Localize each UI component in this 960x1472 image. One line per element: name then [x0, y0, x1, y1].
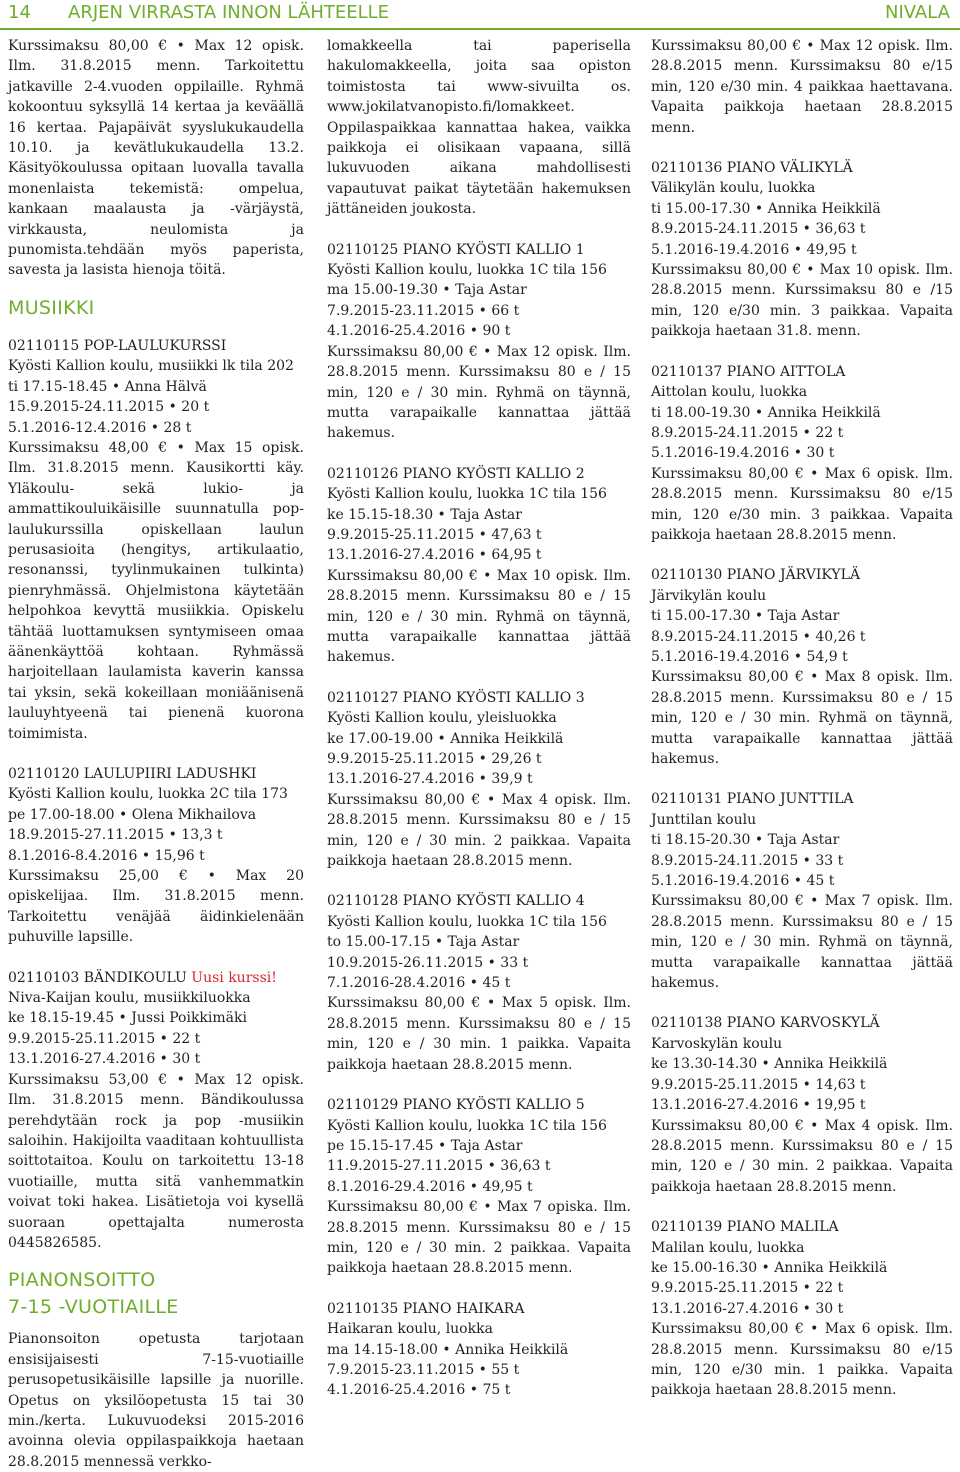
course-text: Kurssimaksu 48,00 € • Max 15 opisk. Ilm. 31.8.2015 menn. Kausikortti käy. Yläkoulu- sekä lukio- ja ammattikouluikäisille suunnatulla pop-laulukurssilla opiskellaan laulun perusasioita (hengitys, artikulaatio, resonanssi, tyylinmukainen tulkinta) pienryhmässä. Ohjelmistona käytetään helpohkoa kevyttä musiikkia. Opiskelu tähtää luottamuksen syntymiseen omaa äänenkäyttöä kohtaan. Ryhmässä harjoitellaan laulamista kaverin kanssa tai yksin, sekä kokeillaan moniäänisenä lauluyhtyeenä tai pienenä kuorona toimimista.: [8, 439, 304, 742]
course-time: pe 15.15-17.45 • Taja Astar: [327, 1137, 523, 1154]
course-text: Kurssimaksu 80,00 € • Max 7 opisk. Ilm. 28.8.2015 menn. Kurssimaksu 80 e / 15 min, 120 e / 30 min. Ryhmä on täynnä, mutta varapaikalle kannattaa jättää hakemus.: [651, 893, 953, 992]
course-block: [327, 464, 631, 668]
course-place: Haikaran koulu, luokka: [327, 1321, 493, 1338]
course-autumn: 9.9.2015-25.11.2015 • 29,26 t: [327, 751, 542, 767]
course-text: Kurssimaksu 25,00 € • Max 20 opiskelijaa. Ilm. 31.8.2015 menn. Tarkoitettu venäjää äidinkielenään puhuville lapsille.: [8, 868, 304, 946]
course-title: 02110127 PIANO KYÖSTI KALLIO 3: [327, 689, 585, 706]
course-title: 02110138 PIANO KARVOSKYLÄ: [651, 1015, 880, 1032]
course-place: Junttilan koulu: [651, 811, 757, 828]
section-title-line-1: PIANONSOITTO: [8, 1269, 156, 1292]
course-text: Kurssimaksu 80,00 € • Max 12 opisk. Ilm. 28.8.2015 menn. Kurssimaksu 80 e / 15 min, 120 e / 30 min. Ryhmä on täynnä, mutta varapaikalle kannattaa jättää hakemus.: [327, 343, 631, 442]
course-spring: 13.1.2016-27.4.2016 • 64,95 t: [327, 547, 542, 564]
course-spring: 13.1.2016-27.4.2016 • 19,95 t: [651, 1097, 866, 1114]
course-place: Kyösti Kallion koulu, luokka 1C tila 156: [327, 262, 607, 279]
course-text: Kurssimaksu 80,00 € • Max 8 opisk. Ilm. 28.8.2015 menn. Kurssimaksu 80 e / 15 min, 120 e / 30 min. Ryhmä on täynnä, mutta varapaikalle kannattaa jättää hakemus.: [651, 669, 953, 767]
course-spring: 5.1.2016-19.4.2016 • 30 t: [651, 445, 835, 462]
course-text: Kurssimaksu 80,00 € • Max 10 opisk. Ilm. 28.8.2015 menn. Kurssimaksu 80 e /15 min, 120 e/30 min. 3 paikkaa. Vapaita paikkoja haetaan 31.8. menn.: [651, 262, 953, 340]
course-place: Karvoskylän koulu: [651, 1035, 783, 1052]
course-place: Niva-Kaijan koulu, musiikkiluokka: [8, 990, 251, 1007]
header-rule: [0, 28, 960, 30]
course-block: [651, 1013, 953, 1197]
course-place: Kyösti Kallion koulu, luokka 2C tila 173: [8, 786, 288, 803]
course-time: ti 15.00-17.30 • Annika Heikkilä: [651, 200, 881, 217]
course-spring: 4.1.2016-25.4.2016 • 90 t: [327, 323, 511, 340]
course-place: Kyösti Kallion koulu, luokka 1C tila 156: [327, 486, 607, 503]
course-time: ke 15.00-16.30 • Annika Heikkilä: [651, 1259, 888, 1276]
course-autumn: 9.9.2015-25.11.2015 • 47,63 t: [327, 526, 542, 543]
course-autumn: 15.9.2015-24.11.2015 • 20 t: [8, 399, 210, 416]
course-spring: 8.1.2016-8.4.2016 • 15,96 t: [8, 847, 205, 864]
course-time: ke 15.15-18.30 • Taja Astar: [327, 506, 522, 523]
course-place: Välikylän koulu, luokka: [651, 180, 816, 197]
course-autumn: 9.9.2015-25.11.2015 • 14,63 t: [651, 1076, 866, 1093]
course-block: [651, 158, 953, 342]
course-autumn: 8.9.2015-24.11.2015 • 33 t: [651, 852, 844, 869]
course-place: Kyösti Kallion koulu, luokka 1C tila 156: [327, 913, 607, 930]
course-autumn: 8.9.2015-24.11.2015 • 36,63 t: [651, 221, 866, 238]
course-title: [8, 968, 304, 988]
course-spring: 13.1.2016-27.4.2016 • 39,9 t: [327, 771, 533, 788]
course-text: Kurssimaksu 80,00 € • Max 6 opisk. Ilm. 28.8.2015 menn. Kurssimaksu 80 e/15 min, 120 e/30 min. 1 paikka. Vapaita paikkoja haetaan 28.8.2015 menn.: [651, 1321, 953, 1399]
course-place: Järvikylän koulu: [651, 587, 767, 604]
course-place: Malilan koulu, luokka: [651, 1239, 805, 1256]
course-title: 02110115 POP-LAULUKURSSI: [8, 337, 227, 354]
course-time: to 15.00-17.15 • Taja Astar: [327, 934, 520, 951]
section-title-line-2: 7-15 -VUOTIAILLE: [8, 1296, 179, 1319]
course-list: [327, 240, 631, 1401]
course-spring: 5.1.2016-19.4.2016 • 49,95 t: [651, 241, 857, 258]
course-title: 02110139 PIANO MALILA: [651, 1219, 839, 1236]
course-text: Kurssimaksu 53,00 € • Max 12 opisk. Ilm. 31.8.2015 menn. Bändikoulussa perehdytään rock ja pop -musiikin saloihin. Hakijoilta vaaditaan kohtuullista soittotaitoa. Koulu on tarkoitettu 13-18 vuotiaille, mutta sitä vanhemmatkin voivat toki hakea. Lisätietoja voi kysellä suoraan opettajalta numerosta 0445826585.: [8, 1071, 304, 1251]
section-label: NIVALA: [884, 2, 950, 23]
course-autumn: 18.9.2015-27.11.2015 • 13,3 t: [8, 827, 223, 844]
course-place: Kyösti Kallion koulu, luokka 1C tila 156: [327, 1117, 607, 1134]
course-autumn: 8.9.2015-24.11.2015 • 40,26 t: [651, 628, 866, 645]
course-time: ti 18.00-19.30 • Annika Heikkilä: [651, 404, 881, 421]
course-time: pe 17.00-18.00 • Olena Mikhailova: [8, 806, 257, 823]
course-autumn: 10.9.2015-26.11.2015 • 33 t: [327, 954, 529, 971]
course-title: 02110129 PIANO KYÖSTI KALLIO 5: [327, 1097, 585, 1114]
course-time: ke 13.30-14.30 • Annika Heikkilä: [651, 1056, 888, 1073]
course-time: ma 15.00-19.30 • Taja Astar: [327, 282, 527, 299]
course-text: Kurssimaksu 80,00 € • Max 6 opisk. Ilm. 28.8.2015 menn. Kurssimaksu 80 e/15 min, 120 e/30 min. 3 paikkaa. Vapaita paikkoja haetaan 28.8.2015 menn.: [651, 465, 953, 543]
course-text-cont: Kurssimaksu 80,00 € • Max 12 opisk. Ilm. 28.8.2015 menn. Kurssimaksu 80 e/15 min, 120 e/30 min. 4 paikkaa haettavana. Vapaita paikkoja haetaan 28.8.2015 menn.: [651, 38, 953, 136]
course-title: 02110128 PIANO KYÖSTI KALLIO 4: [327, 893, 585, 910]
course-place: Aittolan koulu, luokka: [651, 384, 808, 401]
course-spring: 5.1.2016-12.4.2016 • 28 t: [8, 419, 192, 436]
course-text: Kurssimaksu 80,00 € • Max 4 opisk. Ilm. 28.8.2015 menn. Kurssimaksu 80 e / 15 min, 120 e / 30 min. 2 paikkaa. Vapaita paikkoja haetaan 28.8.2015 menn.: [327, 791, 631, 870]
course-block: [327, 688, 631, 872]
course-place: Kyösti Kallion koulu, yleisluokka: [327, 710, 557, 727]
course-spring: 13.1.2016-27.4.2016 • 30 t: [8, 1051, 201, 1068]
publication-title: ARJEN VIRRASTA INNON LÄHTEELLE: [68, 2, 390, 23]
course-text: Kurssimaksu 80,00 € • Max 10 opisk. Ilm. 28.8.2015 menn. Kurssimaksu 80 e / 15 min, 120 e / 30 min. Ryhmä on täynnä, mutta varapaikalle kannattaa jättää hakemus.: [327, 567, 631, 666]
course-block: [327, 891, 631, 1075]
course-title: 02110135 PIANO HAIKARA: [327, 1300, 525, 1317]
course-autumn: 7.9.2015-23.11.2015 • 55 t: [327, 1361, 520, 1378]
course-title: 02110125 PIANO KYÖSTI KALLIO 1: [327, 241, 585, 258]
new-course-badge: Uusi kurssi!: [191, 969, 277, 986]
course-spring: 4.1.2016-25.4.2016 • 75 t: [327, 1382, 511, 1399]
course-autumn: 11.9.2015-27.11.2015 • 36,63 t: [327, 1158, 551, 1175]
course-block: [327, 1299, 631, 1401]
course-title: 02110130 PIANO JÄRVIKYLÄ: [651, 567, 861, 584]
course-text: Kurssimaksu 80,00 € • Max 5 opisk. Ilm. 28.8.2015 menn. Kurssimaksu 80 e / 15 min, 120 e / 30 min. 1 paikka. Vapaita paikkoja haetaan 28.8.2015 menn.: [327, 995, 631, 1073]
intro-text: Kurssimaksu 80,00 € • Max 12 opisk. Ilm. 31.8.2015 menn. Tarkoitettu jatkaville 2-4.vuoden oppilaille. Ryhmä kokoontuu syksyllä 14 kertaa ja keväällä 16 kertaa. Pajapäivät syyslukukaudella 10.10. ja kevätlukukaudella 13.2. Käsityökoulussa opitaan luovalla tavalla monenlaista tekemistä: ompelua, kankaan maalausta ja -värjäystä, virkkausta, neulomista ja punomista.tehdään myös paperista, savesta ja lasista hienoja töitä.: [8, 38, 304, 279]
course-autumn: 7.9.2015-23.11.2015 • 66 t: [327, 302, 520, 319]
course-spring: 5.1.2016-19.4.2016 • 45 t: [651, 873, 835, 890]
course-time: ma 14.15-18.00 • Annika Heikkilä: [327, 1341, 569, 1358]
section-title-musiikki: MUSIIKKI: [8, 296, 95, 319]
course-pop: [8, 336, 304, 744]
course-title: 02110120 LAULUPIIRI LADUSHKI: [8, 766, 257, 782]
section-title-pianonsoitto: [8, 1267, 304, 1321]
column-3: [651, 36, 953, 1401]
course-autumn: 9.9.2015-25.11.2015 • 22 t: [651, 1280, 844, 1297]
course-autumn: 8.9.2015-24.11.2015 • 22 t: [651, 424, 844, 441]
course-title: 02110126 PIANO KYÖSTI KALLIO 2: [327, 465, 585, 482]
column-1: [8, 36, 304, 1472]
course-place: Kyösti Kallion koulu, musiikki lk tila 202: [8, 358, 294, 375]
course-block: [651, 789, 953, 993]
course-block: [327, 240, 631, 444]
course-title: 02110137 PIANO AITTOLA: [651, 363, 846, 380]
course-text: Kurssimaksu 80,00 € • Max 4 opisk. Ilm. 28.8.2015 menn. Kurssimaksu 80 e / 15 min, 120 e / 30 min. 2 paikkaa. Vapaita paikkoja haetaan 28.8.2015 menn.: [651, 1117, 953, 1195]
course-spring: 7.1.2016-28.4.2016 • 45 t: [327, 975, 511, 992]
piano-intro-cont: lomakkeella tai paperisella hakulomakkeella, joita saa opiston toimistosta tai www-sivuilta os. www.jokilatvanopisto.fi/lomakkeet. Oppilaspaikkaa kannattaa hakea, vaikka paikkoja ei olisikaan vapaana, sillä lukuvuoden aikana mahdollisesti vapautuvat paikat täytetään hakemuksen jättäneiden joukosta.: [327, 38, 631, 218]
course-time: ke 17.00-19.00 • Annika Heikkilä: [327, 730, 564, 747]
course-block: [327, 1095, 631, 1279]
course-block: [651, 362, 953, 546]
piano-intro: Pianonsoiton opetusta tarjotaan ensisijaisesti 7-15-vuotiaille perusopetusikäisille lapsille ja nuorille. Opetus on yksilöopetusta 15 tai 30 min./kerta. Lukuvuodeksi 2015-2016 avoinna olevia oppilaspaikkoja haetaan 28.8.2015 mennessä verkko-: [8, 1331, 304, 1470]
course-spring: 8.1.2016-29.4.2016 • 49,95 t: [327, 1178, 533, 1195]
course-list: [651, 158, 953, 1401]
course-spring: 5.1.2016-19.4.2016 • 54,9 t: [651, 648, 848, 665]
course-block: [651, 565, 953, 769]
course-autumn: 9.9.2015-25.11.2015 • 22 t: [8, 1030, 201, 1047]
course-spring: 13.1.2016-27.4.2016 • 30 t: [651, 1300, 844, 1317]
column-2: [327, 36, 631, 1401]
course-block: [651, 1217, 953, 1401]
course-title: 02110131 PIANO JUNTTILA: [651, 791, 854, 808]
course-title-text: 02110103 BÄNDIKOULU: [8, 969, 187, 986]
page-number: 14: [8, 2, 31, 23]
course-ladushki: [8, 764, 304, 948]
page-header: [0, 0, 960, 30]
course-time: ti 18.15-20.30 • Taja Astar: [651, 832, 840, 849]
course-time: ke 18.15-19.45 • Jussi Poikkimäki: [8, 1010, 247, 1027]
course-bandi: [8, 968, 304, 1254]
course-title: 02110136 PIANO VÄLIKYLÄ: [651, 160, 853, 177]
course-time: ti 17.15-18.45 • Anna Hälvä: [8, 378, 207, 395]
course-text: Kurssimaksu 80,00 € • Max 7 opiska. Ilm. 28.8.2015 menn. Kurssimaksu 80 e / 15 min, 120 e / 30 min. 2 paikkaa. Vapaita paikkoja haetaan 28.8.2015 menn.: [327, 1199, 631, 1277]
course-time: ti 15.00-17.30 • Taja Astar: [651, 608, 840, 625]
